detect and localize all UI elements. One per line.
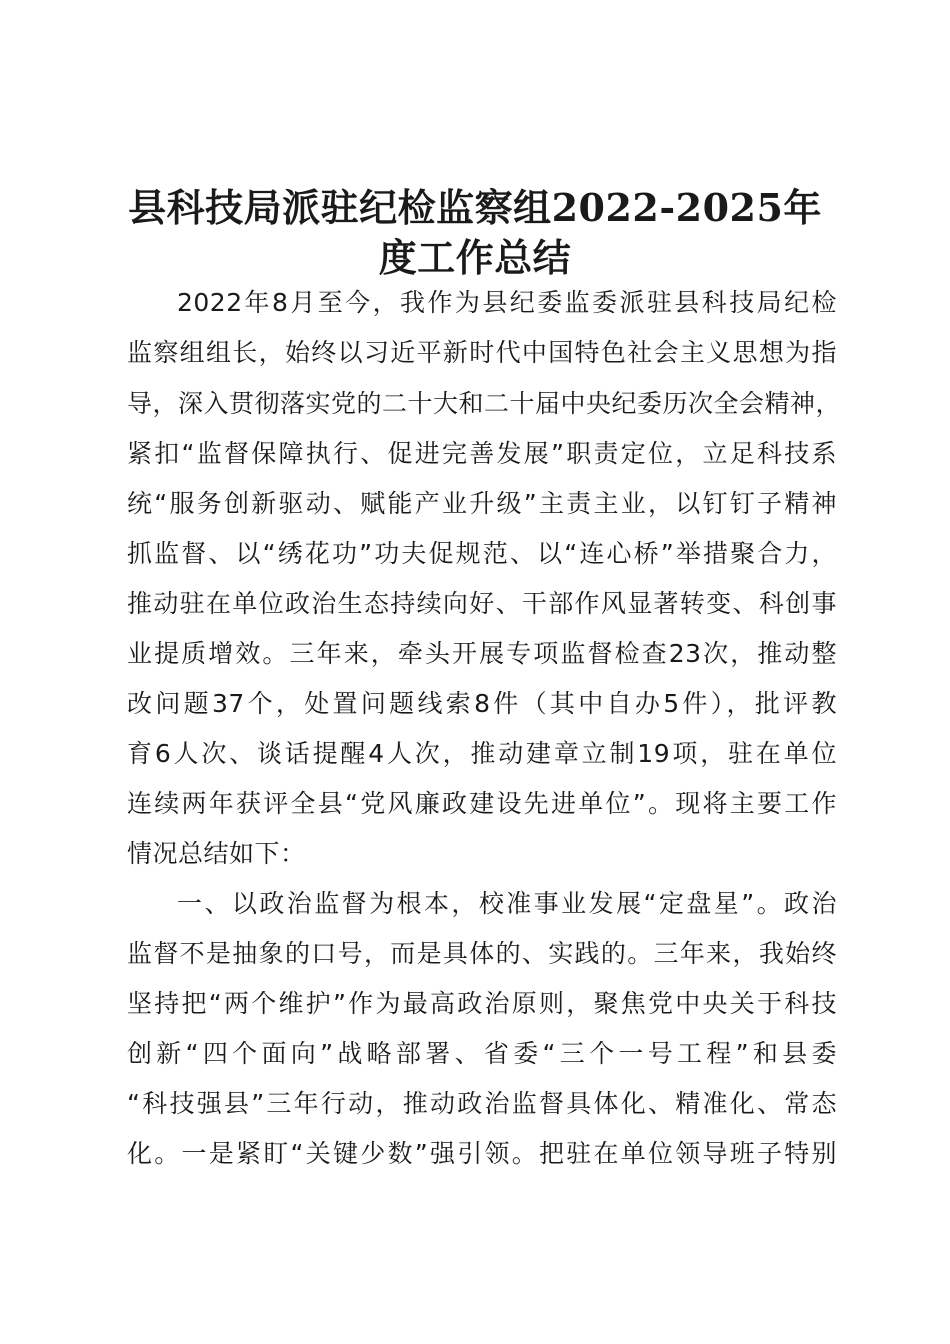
paragraph-line: 育6人次、谈话提醒4人次，推动建章立制19项，驻在单位 bbox=[127, 739, 837, 768]
paragraph-line: 化。一是紧盯“关键少数”强引领。把驻在单位领导班子特别 bbox=[127, 1139, 837, 1168]
paragraph-line: 改问题37个，处置问题线索8件（其中自办5件），批评教 bbox=[127, 689, 837, 718]
paragraph-line: 统“服务创新驱动、赋能产业升级”主责主业，以钉钉子精神 bbox=[127, 489, 837, 518]
paragraph-line: 监察组组长，始终以习近平新时代中国特色社会主义思想为指 bbox=[127, 338, 837, 367]
paragraph-line: 紧扣“监督保障执行、促进完善发展”职责定位，立足科技系 bbox=[127, 439, 837, 468]
paragraph-line: 创新“四个面向”战略部署、省委“三个一号工程”和县委 bbox=[127, 1039, 837, 1068]
paragraph-line: 坚持把“两个维护”作为最高政治原则，聚焦党中央关于科技 bbox=[127, 989, 837, 1018]
document-title-line-2: 度工作总结 bbox=[378, 235, 572, 280]
paragraph-line: 监督不是抽象的口号，而是具体的、实践的。三年来，我始终 bbox=[127, 939, 837, 968]
paragraph-line: 连续两年获评全县“党风廉政建设先进单位”。现将主要工作 bbox=[127, 789, 837, 818]
paragraph-line: “科技强县”三年行动，推动政治监督具体化、精准化、常态 bbox=[127, 1089, 837, 1118]
paragraph-line: 2022年8月至今，我作为县纪委监委派驻县科技局纪检 bbox=[177, 288, 837, 317]
paragraph-line: 情况总结如下： bbox=[127, 839, 306, 868]
paragraph-line: 业提质增效。三年来，牵头开展专项监督检查23次，推动整 bbox=[127, 639, 837, 668]
document-title-line-1: 县科技局派驻纪检监察组2022-2025年 bbox=[128, 185, 822, 230]
paragraph-line: 一、以政治监督为根本，校准事业发展“定盘星”。政治 bbox=[177, 889, 837, 918]
paragraph-line: 导，深入贯彻落实党的二十大和二十届中央纪委历次全会精神， bbox=[127, 389, 842, 418]
paragraph-line: 抓监督、以“绣花功”功夫促规范、以“连心桥”举措聚合力， bbox=[127, 539, 837, 568]
paragraph-line: 推动驻在单位政治生态持续向好、干部作风显著转变、科创事 bbox=[127, 589, 837, 618]
